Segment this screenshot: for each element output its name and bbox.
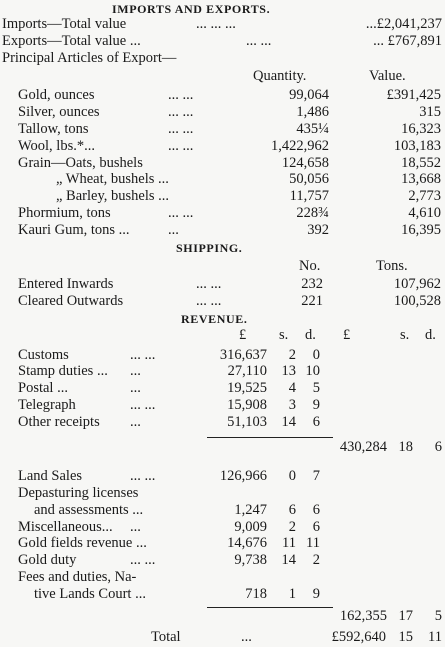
revenue-row-dots: ... ... xyxy=(130,347,156,363)
col-pence-total: d. xyxy=(425,327,436,343)
revenue-row-pence: 9 xyxy=(312,586,320,602)
export-row-label: Wool, lbs.*... xyxy=(18,138,95,154)
export-row-quantity: 392 xyxy=(307,222,329,238)
col-pence: d. xyxy=(305,327,316,343)
revenue-row-pence: 2 xyxy=(312,552,320,568)
subtotal-rule xyxy=(207,607,333,608)
revenue-row-pence: 9 xyxy=(312,397,320,413)
shipping-row-tons: 107,962 xyxy=(393,276,441,292)
shipping-row-no: 232 xyxy=(301,276,323,292)
export-row-quantity: 11,757 xyxy=(289,188,329,204)
shipping-row-label: Cleared Outwards xyxy=(18,293,124,309)
col-shillings-total: s. xyxy=(400,327,410,343)
revenue-row-shillings: 0 xyxy=(288,468,296,484)
shipping-row-tons: 100,528 xyxy=(393,293,441,309)
revenue-row-shillings: 2 xyxy=(288,347,296,363)
export-row-value: 4,610 xyxy=(408,205,441,221)
revenue-row-label: Gold duty xyxy=(18,552,77,568)
export-row-label: Phormium, tons xyxy=(18,205,111,221)
revenue-row-pounds: 1,247 xyxy=(234,502,267,518)
export-row-value: 16,323 xyxy=(401,121,441,137)
revenue-row-shillings: 2 xyxy=(288,519,296,535)
subtotal2-shillings: 17 xyxy=(398,608,413,624)
exports-dots: ... ... xyxy=(246,33,272,49)
revenue-row-label: Gold fields revenue ... xyxy=(18,535,147,551)
revenue-row-label: Postal ... xyxy=(18,380,68,396)
revenue-row-pounds: 14,676 xyxy=(227,535,267,551)
revenue-row-shillings: 4 xyxy=(288,380,296,396)
export-row-quantity: 99,064 xyxy=(289,87,329,103)
revenue-row-shillings: 14 xyxy=(281,414,296,430)
export-row-label: „ Barley, bushels ... xyxy=(56,188,170,204)
revenue-row-dots: ... xyxy=(130,380,141,396)
export-row-label: Tallow, tons xyxy=(18,121,89,137)
subtotal2-pence: 5 xyxy=(434,608,442,624)
export-row-dots: ... ... xyxy=(168,121,194,137)
export-row-value: 13,668 xyxy=(401,171,441,187)
subtotal1-pounds: 430,284 xyxy=(339,439,387,455)
exports-value: ... £767,891 xyxy=(373,33,442,49)
revenue-row-label: Other receipts xyxy=(18,414,100,430)
col-shillings: s. xyxy=(279,327,289,343)
revenue-row-pence: 11 xyxy=(306,535,320,551)
revenue-row-dots: ... ... xyxy=(130,468,156,484)
subtotal1-pence: 6 xyxy=(434,439,442,455)
export-row-dots: ... xyxy=(168,222,179,238)
shipping-row-label: Entered Inwards xyxy=(18,276,114,292)
revenue-row-label: tive Lands Court ... xyxy=(34,586,146,602)
revenue-row-shillings: 1 xyxy=(288,586,296,602)
section-heading-revenue: REVENUE. xyxy=(181,312,248,326)
revenue-row-pence: 6 xyxy=(312,519,320,535)
export-row-label: Grain—Oats, bushels xyxy=(18,155,143,171)
subtotal-rule xyxy=(207,437,333,438)
total-dots: ... xyxy=(241,629,252,645)
subtotal2-pounds: 162,355 xyxy=(339,608,387,624)
revenue-row-shillings: 3 xyxy=(288,397,296,413)
revenue-row-dots: ... ... xyxy=(130,552,156,568)
total-shillings: 15 xyxy=(398,629,413,645)
export-row-dots: ... ... xyxy=(168,87,194,103)
export-row-value: 16,395 xyxy=(401,222,441,238)
export-row-value: 2,773 xyxy=(408,188,441,204)
export-row-label: „ Wheat, bushels ... xyxy=(56,171,169,187)
export-row-quantity: 228¾ xyxy=(296,205,329,221)
export-row-value: £391,425 xyxy=(386,87,441,103)
revenue-row-pence: 10 xyxy=(305,363,320,379)
revenue-row-pounds: 15,908 xyxy=(227,397,267,413)
revenue-row-label: Stamp duties ... xyxy=(18,363,108,379)
revenue-row-pence: 6 xyxy=(312,414,320,430)
export-row-label: Kauri Gum, tons ... xyxy=(18,222,130,238)
col-quantity: Quantity. xyxy=(253,68,307,84)
revenue-row-pence: 0 xyxy=(312,347,320,363)
revenue-row-pence: 7 xyxy=(312,468,320,484)
export-row-quantity: 50,056 xyxy=(289,171,329,187)
export-row-value: 315 xyxy=(419,104,441,120)
revenue-row-pounds: 51,103 xyxy=(227,414,267,430)
imports-value: ...£2,041,237 xyxy=(365,16,442,32)
revenue-row-pence: 6 xyxy=(312,502,320,518)
export-row-quantity: 1,486 xyxy=(296,104,329,120)
revenue-row-pounds: 27,110 xyxy=(227,363,267,379)
col-pound-total: £ xyxy=(343,327,351,343)
revenue-row-pounds: 19,525 xyxy=(227,380,267,396)
revenue-row-dots: ... ... xyxy=(130,397,156,413)
revenue-row-label: Miscellaneous... xyxy=(18,519,113,535)
revenue-row-dots: ... xyxy=(130,519,141,535)
revenue-row-dots: ... xyxy=(130,363,141,379)
revenue-row-label: Land Sales xyxy=(18,468,83,484)
export-row-dots: ... ... xyxy=(168,104,194,120)
revenue-row-shillings: 14 xyxy=(281,552,296,568)
principal-articles-heading: Principal Articles of Export— xyxy=(2,50,177,66)
total-pence: 11 xyxy=(428,629,442,645)
export-row-quantity: 124,658 xyxy=(281,155,329,171)
export-row-label: Gold, ounces xyxy=(18,87,95,103)
export-row-quantity: 435¼ xyxy=(296,121,329,137)
section-heading-shipping: SHIPPING. xyxy=(176,241,243,255)
revenue-row-dots: ... xyxy=(130,414,141,430)
revenue-row-pounds: 9,009 xyxy=(234,519,267,535)
export-row-dots: ... ... xyxy=(168,205,194,221)
col-pound: £ xyxy=(239,327,247,343)
export-row-label: Silver, ounces xyxy=(18,104,100,120)
revenue-row-pounds: 316,637 xyxy=(219,347,267,363)
revenue-row-pounds: 9,738 xyxy=(234,552,267,568)
shipping-row-dots: ... ... xyxy=(196,276,222,292)
total-label: Total xyxy=(151,629,181,645)
export-row-dots: ... ... xyxy=(168,138,194,154)
imports-dots: ... ... ... xyxy=(196,16,236,32)
col-value: Value. xyxy=(369,68,406,84)
exports-label: Exports—Total value ... xyxy=(2,33,141,49)
revenue-row-label: Telegraph xyxy=(18,397,76,413)
export-row-value: 103,183 xyxy=(393,138,441,154)
section-heading-imports-exports: IMPORTS AND EXPORTS. xyxy=(112,2,271,16)
shipping-row-no: 221 xyxy=(301,293,323,309)
export-row-value: 18,552 xyxy=(401,155,441,171)
total-pounds: £592,640 xyxy=(331,629,386,645)
shipping-row-dots: ... ... xyxy=(196,293,222,309)
subtotal1-shillings: 18 xyxy=(398,439,413,455)
revenue-row-label: Customs xyxy=(18,347,69,363)
revenue-row-pounds: 718 xyxy=(245,586,267,602)
revenue-row-pence: 5 xyxy=(312,380,320,396)
revenue-row-pounds: 126,966 xyxy=(219,468,267,484)
imports-label: Imports—Total value xyxy=(2,16,127,32)
revenue-row-shillings: 13 xyxy=(281,363,296,379)
revenue-row-label: and assessments ... xyxy=(34,502,144,518)
col-tons: Tons. xyxy=(376,258,408,274)
revenue-row-label: Fees and duties, Na- xyxy=(18,569,137,585)
revenue-row-shillings: 6 xyxy=(288,502,296,518)
revenue-row-shillings: 11 xyxy=(282,535,296,551)
revenue-row-label: Depasturing licenses xyxy=(18,485,139,501)
export-row-quantity: 1,422,962 xyxy=(271,138,329,154)
col-no: No. xyxy=(299,258,321,274)
